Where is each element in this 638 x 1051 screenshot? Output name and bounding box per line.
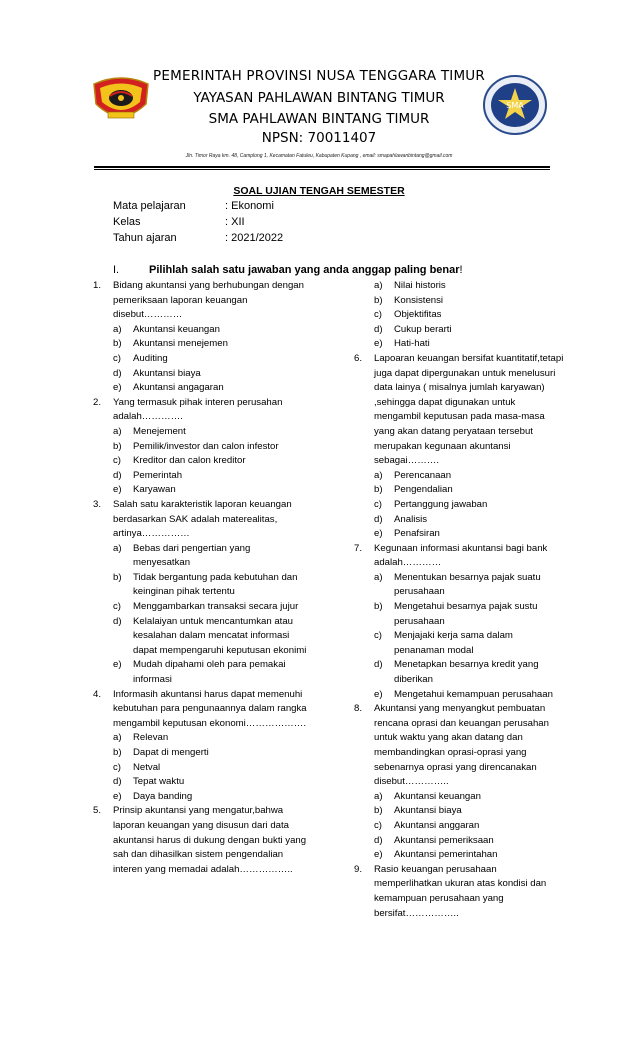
option-text: Akuntansi pemeriksaan — [394, 834, 494, 846]
option-letter: e) — [113, 382, 122, 394]
questions-right-column — [354, 279, 564, 921]
question-1 — [93, 279, 308, 396]
option-letter: c) — [113, 455, 121, 467]
option-letter: c) — [374, 309, 382, 321]
option-letter: e) — [113, 659, 122, 671]
exam-title — [0, 185, 638, 197]
option-item — [113, 337, 308, 352]
option-letter: b) — [374, 294, 383, 306]
option-text: Menjajaki kerja sama dalam penanaman modal — [394, 630, 513, 656]
option-item — [113, 731, 308, 746]
question-9 — [354, 863, 564, 921]
option-text: Karyawan — [133, 484, 176, 496]
option-item — [374, 804, 564, 819]
question-2 — [93, 396, 308, 498]
option-item — [374, 498, 564, 513]
option-text: Akuntansi keuangan — [394, 790, 481, 802]
option-item — [113, 790, 308, 805]
option-item — [113, 323, 308, 338]
option-text: Akuntansi menejemen — [133, 338, 228, 350]
option-text: Pengendalian — [394, 484, 453, 496]
option-item — [374, 513, 564, 528]
question-text: Informasih akuntansi harus dapat memenuhi kebutuhan para pengunaannya dalam rangka mengambil keputusan ekonomi………………. — [113, 688, 307, 729]
option-item — [113, 440, 308, 455]
option-text: Hati-hati — [394, 338, 430, 350]
option-text: Daya banding — [133, 790, 193, 802]
option-letter: a) — [374, 469, 383, 481]
option-text: Akuntansi anggaran — [394, 819, 480, 831]
option-item — [374, 308, 564, 323]
option-text: Pertanggung jawaban — [394, 498, 488, 510]
option-letter: e) — [113, 790, 122, 802]
option-item — [113, 425, 308, 440]
option-text: Tidak bergantung pada kebutuhan dan keinginan pihak tertentu — [133, 571, 298, 598]
option-text: Kelalaiyan untuk mencantumkan atau kesalahan dalam mencatat informasi dapat mempengaruhi keputusan ekonimi — [133, 615, 307, 656]
option-letter: a) — [113, 542, 122, 554]
option-text: Menejement — [133, 425, 186, 437]
option-item — [113, 381, 308, 396]
option-text: Penafsiran — [394, 528, 440, 540]
info-label: Kelas — [113, 216, 141, 228]
question-text: Prinsip akuntansi yang mengatur,bahwa laporan keuangan yang disusun dari data akuntansi harus di dukung dengan bukti yang sah dan dihasilkan sistem pengendalian interen yang memadai adalah…………….. — [113, 805, 307, 875]
question-number: 9. — [354, 863, 363, 875]
info-value: : 2021/2022 — [225, 232, 284, 244]
option-text: Nilai historis — [394, 280, 446, 291]
question-5 — [93, 804, 308, 877]
option-text: Netval — [133, 761, 161, 773]
option-letter: d) — [113, 776, 122, 788]
questions-left-column — [93, 279, 308, 877]
header-line-npsn: NPSN: 70011407 — [261, 130, 377, 146]
option-text: Dapat di mengerti — [133, 747, 209, 758]
option-letter: b) — [113, 338, 122, 350]
question-number: 3. — [93, 498, 102, 510]
option-letter: c) — [374, 498, 382, 510]
option-letter: a) — [374, 280, 383, 291]
option-item — [113, 600, 308, 615]
option-text: Menetapkan besarnya kredit yang diberikan — [394, 659, 539, 686]
option-letter: d) — [374, 513, 383, 525]
info-value: : Ekonomi — [225, 200, 274, 212]
option-letter: c) — [113, 601, 121, 613]
header-rule-thin — [94, 169, 550, 170]
option-item — [113, 542, 308, 571]
question-text: Lapoaran keuangan bersifat kuantitatif,tetapi juga dapat dipergunakan untuk menelusuri data lainya ( misalnya jumlah karyawan) ,sehingga dapat digunakan untuk mengambil keputusan pada masa-masa yang akan datang peryataan tersebut merupakan kegunaan akuntansi sebagai………. — [374, 352, 564, 467]
option-letter: e) — [374, 528, 383, 540]
option-text: Mudah dipahami oleh para pemakai informasi — [133, 659, 286, 686]
option-letter: c) — [113, 761, 121, 773]
option-letter: b) — [374, 601, 383, 613]
option-letter: e) — [374, 849, 383, 861]
option-item — [113, 454, 308, 469]
option-letter: a) — [113, 323, 122, 335]
instruction-end: ! — [459, 264, 463, 276]
option-item — [113, 469, 308, 484]
header-line-government: PEMERINTAH PROVINSI NUSA TENGGARA TIMUR — [153, 68, 485, 84]
section-number: I. — [113, 264, 120, 276]
question-number: 1. — [93, 280, 102, 291]
option-letter: d) — [113, 367, 122, 379]
option-letter: b) — [113, 440, 122, 452]
info-label: Mata pelajaran — [113, 200, 186, 212]
option-item — [374, 337, 564, 352]
question-8 — [354, 702, 564, 863]
option-item — [113, 658, 308, 687]
option-text: Auditing — [133, 352, 168, 364]
option-item — [374, 790, 564, 805]
option-letter: d) — [374, 659, 383, 671]
question-number: 4. — [93, 688, 102, 700]
option-item — [374, 688, 564, 703]
option-letter: d) — [113, 615, 122, 627]
option-text: Objektifitas — [394, 309, 442, 321]
option-item — [113, 483, 308, 498]
option-letter: e) — [113, 484, 122, 496]
question-text: Rasio keuangan perusahaan memperlihatkan ukuran atas kondisi dan kemampuan perusahaan yang bersifat…………….. — [374, 863, 547, 919]
option-item — [374, 527, 564, 542]
option-text: Akuntansi biaya — [133, 367, 201, 379]
question-number: 8. — [354, 703, 363, 715]
option-letter: d) — [374, 834, 383, 846]
option-text: Cukup berarti — [394, 323, 452, 335]
option-text: Relevan — [133, 732, 169, 744]
option-item — [374, 848, 564, 863]
option-text: Perencanaan — [394, 469, 452, 481]
option-item — [374, 469, 564, 484]
option-text: Konsistensi — [394, 294, 444, 306]
question-number: 2. — [93, 396, 102, 408]
option-item — [374, 600, 564, 629]
option-letter: a) — [374, 790, 383, 802]
option-letter: d) — [113, 469, 122, 481]
option-text: Akuntansi keuangan — [133, 323, 220, 335]
option-text: Akuntansi biaya — [394, 805, 462, 817]
option-item — [113, 352, 308, 367]
question-number: 7. — [354, 542, 363, 554]
question-text: Akuntansi yang menyangkut pembuatan rencana oprasi dan keuangan perusahan untuk waktu yang akan datang dan membandingkan oprasi-oprasi yang sebenarnya oprasi yang direncanakan disebut………….. — [374, 703, 549, 788]
question-text: Kegunaan informasi akuntansi bagi bank adalah………… — [374, 542, 548, 569]
header-rule-thick — [94, 166, 550, 168]
question-text: Yang termasuk pihak interen perusahan adalah…………. — [113, 396, 283, 423]
question-3 — [93, 498, 308, 688]
seal-label: SMA — [506, 101, 524, 110]
option-letter: b) — [113, 571, 122, 583]
question-5-options — [354, 279, 564, 352]
option-item — [374, 279, 564, 294]
option-letter: e) — [374, 688, 383, 700]
option-letter: c) — [374, 630, 382, 642]
option-item — [113, 571, 308, 600]
option-item — [374, 658, 564, 687]
question-6 — [354, 352, 564, 542]
option-item — [374, 323, 564, 338]
header-address: Jln. Timor Raya km. 48, Camplong 1, Kecamatan Fatuleu, Kabupaten Kupang , email: smapahlawanbintang@gmail.com — [185, 153, 453, 159]
option-item — [113, 746, 308, 761]
option-text: Akuntansi pemerintahan — [394, 849, 498, 861]
option-letter: a) — [374, 571, 383, 583]
option-item — [113, 367, 308, 382]
question-number: 6. — [354, 352, 363, 364]
option-text: Menggambarkan transaksi secara jujur — [133, 601, 299, 613]
header-line-foundation: YAYASAN PAHLAWAN BINTANG TIMUR — [193, 90, 445, 106]
option-text: Mengetahui kemampuan perusahaan — [394, 688, 553, 700]
option-item — [374, 629, 564, 658]
option-letter: b) — [374, 805, 383, 817]
option-letter: e) — [374, 338, 383, 350]
option-item — [113, 615, 308, 659]
instruction-text: Pilihlah salah satu jawaban yang anda anggap paling benar — [149, 264, 460, 276]
question-text: Salah satu karakteristik laporan keuangan berdasarkan SAK adalah materealitas, artinya…………… — [113, 498, 292, 540]
option-text: Mengetahui besarnya pajak sustu perusahaan — [394, 601, 538, 627]
info-value: : XII — [225, 216, 245, 228]
option-text: Tepat waktu — [133, 776, 185, 788]
exam-title-text: SOAL UJIAN TENGAH SEMESTER — [233, 185, 405, 197]
info-label: Tahun ajaran — [113, 232, 177, 244]
option-text: Bebas dari pengertian yang menyesatkan — [133, 542, 251, 569]
option-letter: b) — [374, 484, 383, 496]
option-letter: a) — [113, 732, 122, 744]
option-text: Menentukan besarnya pajak suatu perusahaan — [394, 571, 541, 598]
option-item — [374, 819, 564, 834]
option-text: Akuntansi angagaran — [133, 382, 224, 394]
option-item — [374, 483, 564, 498]
header-line-school: SMA PAHLAWAN BINTANG TIMUR — [208, 111, 430, 127]
option-letter: d) — [374, 323, 383, 335]
question-text: Bidang akuntansi yang berhubungan dengan pemeriksaan laporan keuangan disebut………… — [113, 280, 304, 321]
option-item — [374, 571, 564, 600]
option-item — [113, 775, 308, 790]
option-item — [113, 761, 308, 776]
option-letter: a) — [113, 425, 122, 437]
question-number: 5. — [93, 805, 102, 817]
option-text: Pemerintah — [133, 469, 183, 481]
option-text: Analisis — [394, 513, 428, 525]
option-text: Pemilik/investor dan calon infestor — [133, 440, 279, 452]
option-letter: c) — [113, 352, 121, 364]
option-item — [374, 834, 564, 849]
option-text: Kreditor dan calon kreditor — [133, 455, 246, 467]
question-4 — [93, 688, 308, 805]
question-7 — [354, 542, 564, 703]
option-letter: b) — [113, 747, 122, 758]
option-letter: c) — [374, 819, 382, 831]
option-item — [374, 294, 564, 309]
section-instruction — [113, 264, 463, 276]
